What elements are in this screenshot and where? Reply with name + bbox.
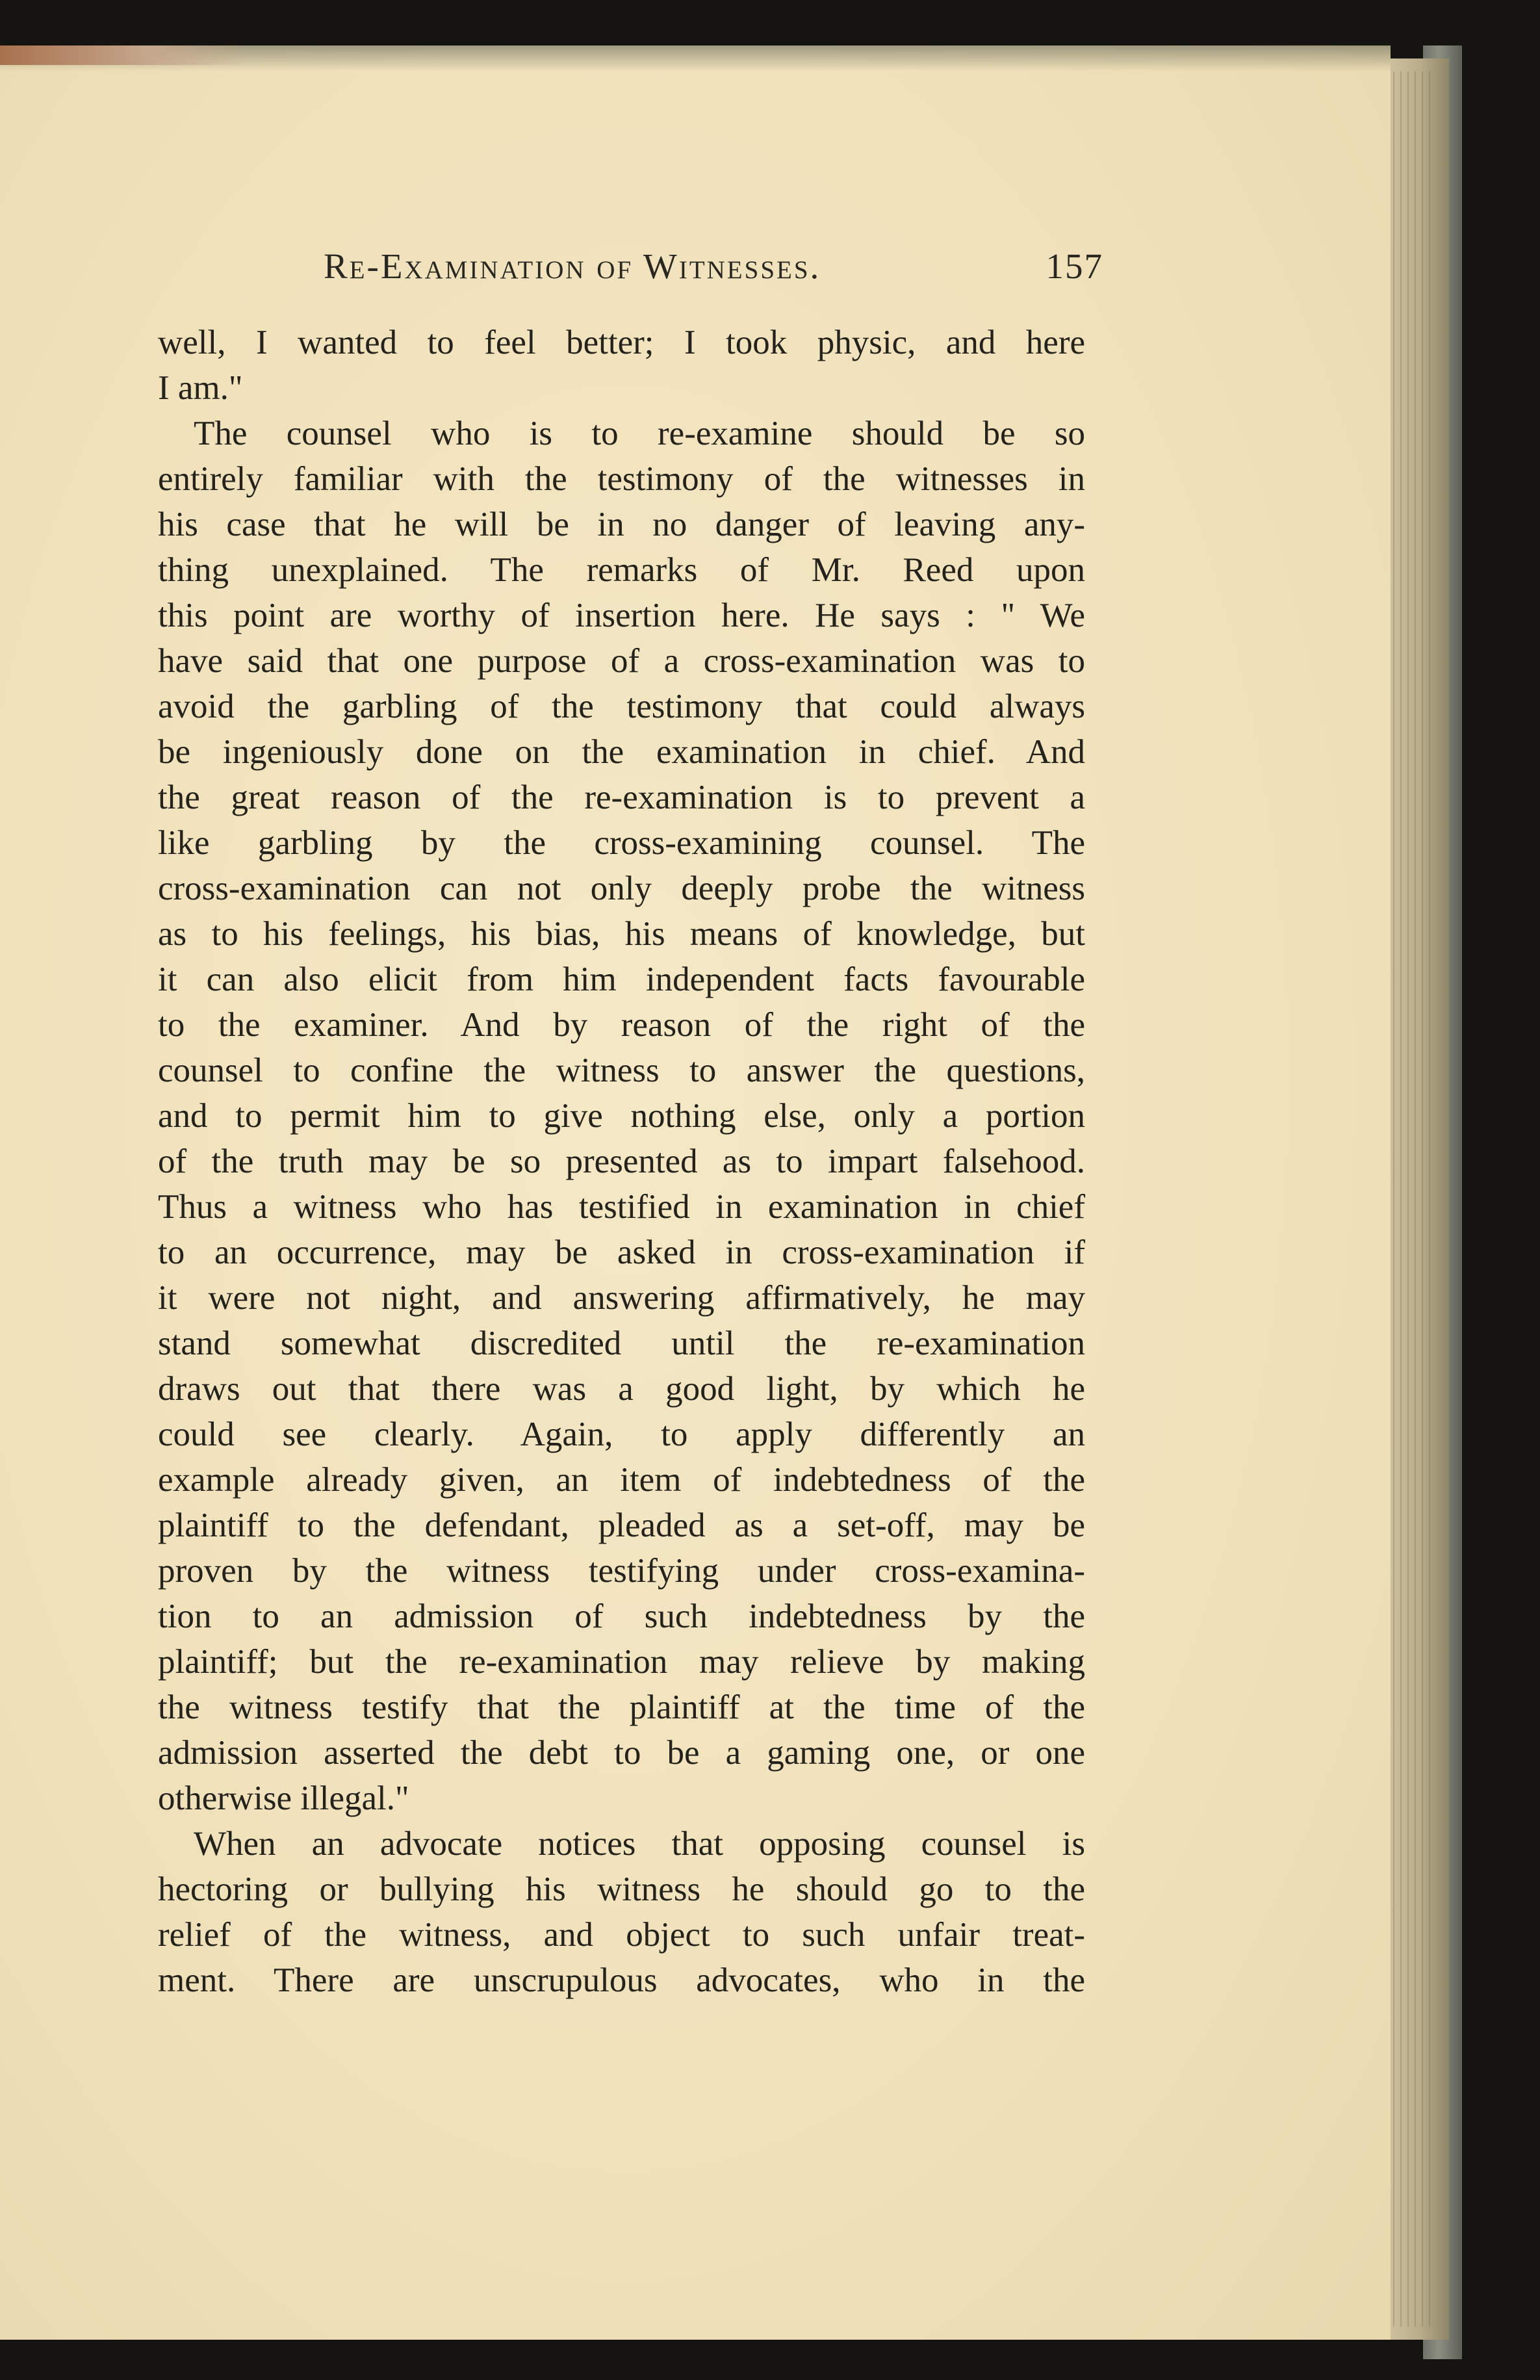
text-line: counsel to confine the witness to answer the questions, [158,1052,1085,1089]
text-line: stand somewhat discredited until the re-examination [158,1325,1085,1362]
page-corner-stain [0,45,247,65]
text-line: The counsel who is to re-examine should be so [194,415,1085,452]
body-text [158,320,1085,2003]
text-line: and to permit him to give nothing else, only a portion [158,1097,1085,1135]
text-line: Thus a witness who has testified in examination in chief [158,1188,1085,1226]
page-number: 157 [1046,246,1103,286]
text-line: I am." [158,369,243,407]
text-line: as to his feelings, his bias, his means of knowledge, but [158,915,1085,953]
text-line: plaintiff to the defendant, pleaded as a set-off, may be [158,1507,1085,1544]
text-line: avoid the garbling of the testimony that could always [158,688,1085,725]
running-head-title: Re-Examination of Witnesses. [324,246,821,286]
text-line: plaintiff; but the re-examination may relieve by making [158,1643,1085,1681]
text-line: cross-examination can not only deeply probe the witness [158,870,1085,907]
text-line: example already given, an item of indebtedness of the [158,1461,1085,1499]
text-line: tion to an admission of such indebtedness by the [158,1597,1085,1635]
text-line: this point are worthy of insertion here. He says : " We [158,597,1085,634]
text-line: the witness testify that the plaintiff at the time of the [158,1688,1085,1726]
text-line: it can also elicit from him independent facts favourable [158,961,1085,998]
text-line: thing unexplained. The remarks of Mr. Reed upon [158,551,1085,589]
text-line: draws out that there was a good light, by which he [158,1370,1085,1408]
text-line: of the truth may be so presented as to impart falsehood. [158,1143,1085,1180]
running-head [324,246,1103,304]
text-line: be ingeniously done on the examination in chief. And [158,733,1085,771]
text-line: otherwise illegal." [158,1779,409,1817]
text-line: proven by the witness testifying under cross-examina- [158,1552,1085,1590]
text-line: to an occurrence, may be asked in cross-examination if [158,1234,1085,1271]
text-line: relief of the witness, and object to such unfair treat- [158,1916,1085,1954]
text-line: it were not night, and answering affirmatively, he may [158,1279,1085,1317]
text-line: like garbling by the cross-examining counsel. The [158,824,1085,862]
text-line: to the examiner. And by reason of the right of the [158,1006,1085,1044]
text-line: have said that one purpose of a cross-examination was to [158,642,1085,680]
text-line: entirely familiar with the testimony of the witnesses in [158,460,1085,498]
text-line: the great reason of the re-examination is to prevent a [158,779,1085,816]
text-line: admission asserted the debt to be a gaming one, or one [158,1734,1085,1772]
text-line: could see clearly. Again, to apply differently an [158,1416,1085,1453]
text-line: his case that he will be in no danger of leaving any- [158,506,1085,543]
text-line: When an advocate notices that opposing counsel is [194,1825,1085,1863]
text-line: hectoring or bullying his witness he should go to the [158,1870,1085,1908]
text-line: well, I wanted to feel better; I took physic, and here [158,324,1085,361]
text-line: ment. There are unscrupulous advocates, who in the [158,1961,1085,1999]
